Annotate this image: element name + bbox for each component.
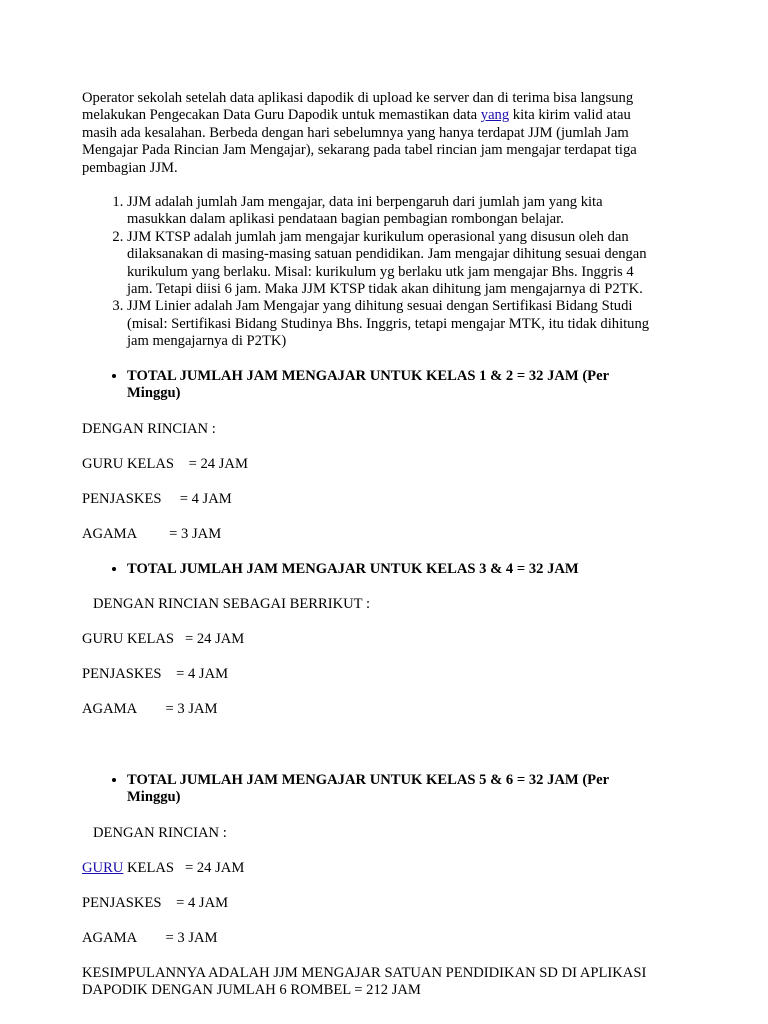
guru-link[interactable]: GURU xyxy=(82,859,124,876)
section3-total-heading: • TOTAL JUMLAH JAM MENGAJAR UNTUK KELAS 5 & 6 = 32 JAM (Per Minggu) xyxy=(127,772,654,807)
intro-link-yang[interactable]: yang xyxy=(480,107,510,124)
section1-guru-kelas: GURU KELAS = 24 JAM xyxy=(82,455,248,472)
intro-text-before: Operator sekolah setelah data aplikasi dapodik di upload ke server dan di terima bisa langsung melakukan Pengecakan Data Guru Dapodik untuk memastikan data xyxy=(82,90,634,124)
section1-agama: AGAMA = 3 JAM xyxy=(82,525,222,542)
section-spacer xyxy=(82,736,654,772)
section1-penjaskes: PENJASKES = 4 JAM xyxy=(82,490,232,507)
conclusion-paragraph: KESIMPULANNYA ADALAH JJM MENGAJAR SATUAN PENDIDIKAN SD DI APLIKASI DAPODIK DENGAN JUMLAH 6 ROMBEL = 212 JAM xyxy=(82,964,647,999)
section3-guru-kelas-value: KELAS = 24 JAM xyxy=(123,859,245,876)
document-page xyxy=(82,90,654,1000)
section3-total-list xyxy=(82,772,654,807)
section2-rincian-label: DENGAN RINCIAN SEBAGAI BERRIKUT : xyxy=(93,595,371,612)
section2-penjaskes: PENJASKES = 4 JAM xyxy=(82,665,229,682)
jjm-item: 1. JJM adalah jumlah Jam mengajar, data ini berpengaruh dari jumlah jam yang kita masukkan dalam aplikasi pendataan bagian pembagian rombongan belajar. xyxy=(127,194,654,229)
section3-penjaskes: PENJASKES = 4 JAM xyxy=(82,894,229,911)
section1-rincian-label: DENGAN RINCIAN : xyxy=(82,420,216,437)
intro-text-after: kita kirim valid atau masih ada kesalahan. Berbeda dengan hari sebelumnya yang hanya terdapat JJM (jumlah Jam Mengajar Pada Rincian Jam Mengajar), sekarang pada tabel rincian jam mengajar terdapat tiga pembagian JJM. xyxy=(82,107,637,176)
section3-guru-kelas xyxy=(82,860,654,877)
jjm-definition-list xyxy=(82,194,654,351)
jjm-ktsp-item: 2. JJM KTSP adalah jumlah jam mengajar kurikulum operasional yang disusun oleh dan dilaksanakan di masing-masing satuan pendidikan. Jam mengajar dihitung sesuai dengan kurikulum yang berlaku. Misal: kurikulum yg berlaku utk jam mengajar Bhs. Inggris 4 jam. Tetapi diisi 6 jam. Maka JJM KTSP tidak akan dihitung jam mengajarnya di P2TK. xyxy=(127,229,654,299)
intro-paragraph xyxy=(82,90,654,177)
section2-total-list xyxy=(82,561,654,578)
section2-agama: AGAMA = 3 JAM xyxy=(82,700,218,717)
section1-total-heading: • TOTAL JUMLAH JAM MENGAJAR UNTUK KELAS 1 & 2 = 32 JAM (Per Minggu) xyxy=(127,368,654,403)
section3-rincian-label: DENGAN RINCIAN : xyxy=(93,824,227,841)
section2-total-heading: • TOTAL JUMLAH JAM MENGAJAR UNTUK KELAS 3 & 4 = 32 JAM xyxy=(127,561,654,578)
section2-guru-kelas: GURU KELAS = 24 JAM xyxy=(82,630,245,647)
section1-total-list xyxy=(82,368,654,403)
jjm-linier-item: 3. JJM Linier adalah Jam Mengajar yang dihitung sesuai dengan Sertifikasi Bidang Studi (misal: Sertifikasi Bidang Studinya Bhs. Inggris, tetapi mengajar MTK, itu tidak dihitung jam mengajarnya di P2TK) xyxy=(127,298,654,350)
section3-agama: AGAMA = 3 JAM xyxy=(82,929,218,946)
